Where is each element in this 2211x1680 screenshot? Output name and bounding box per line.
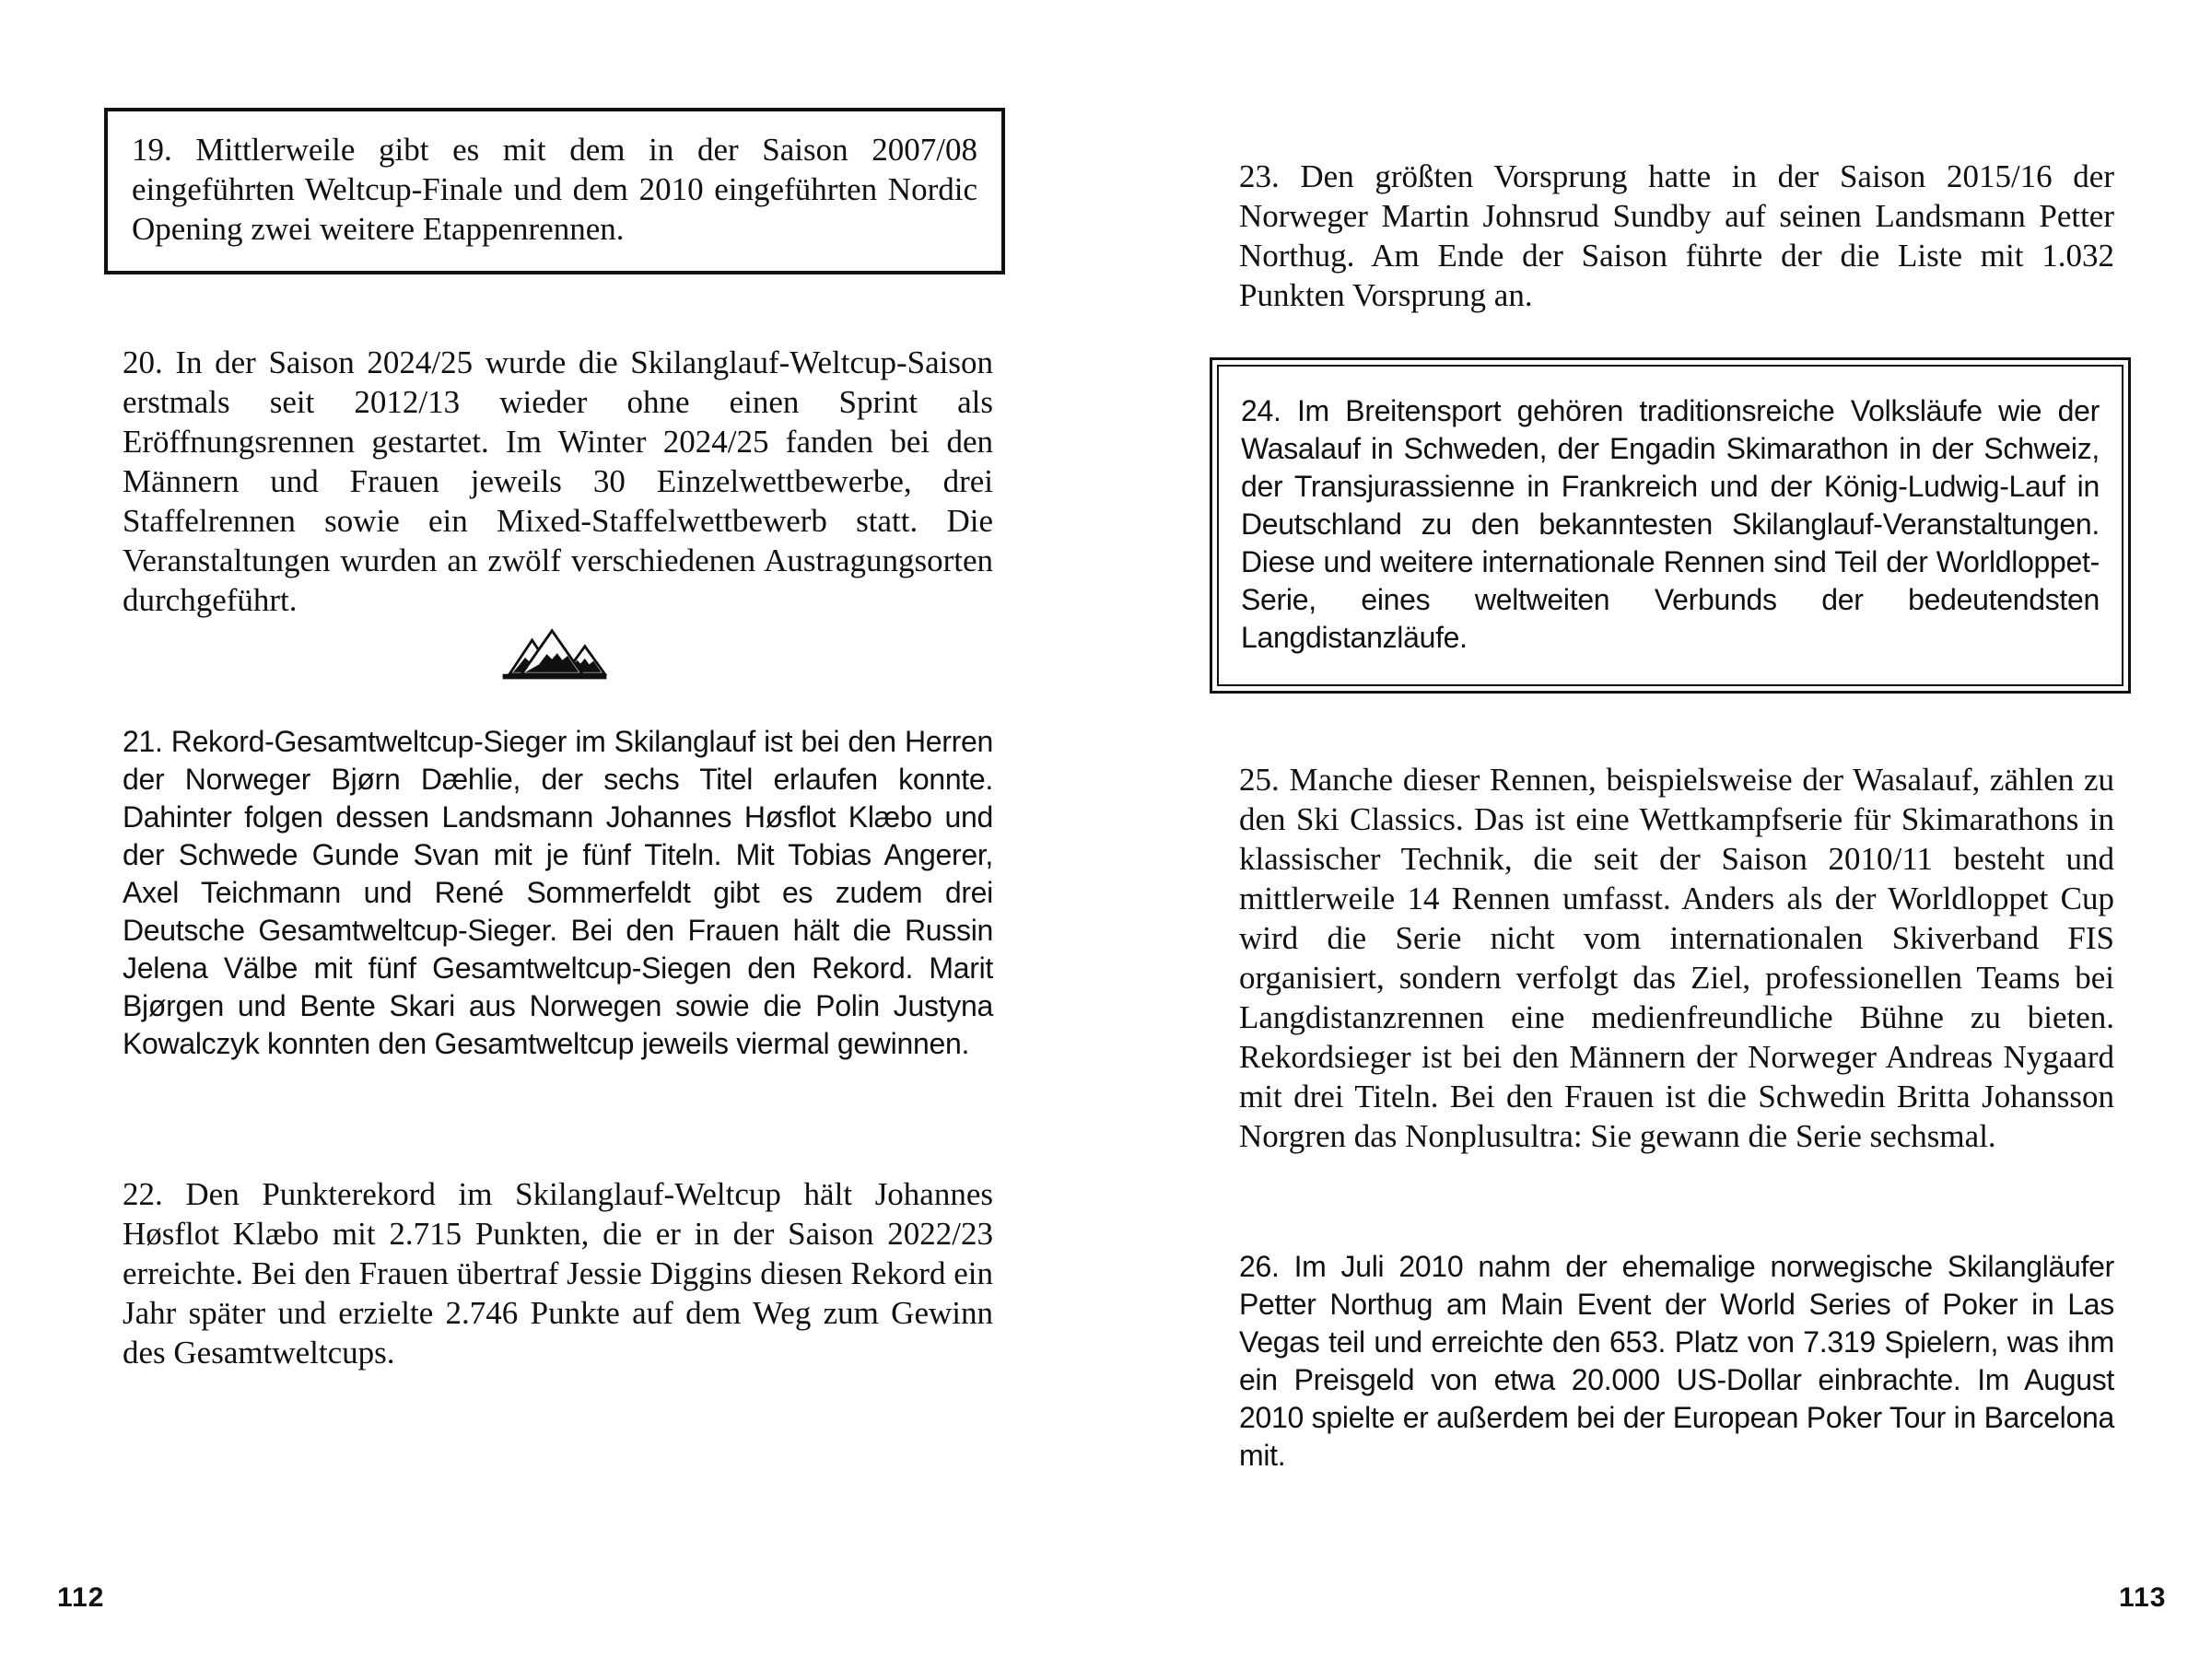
fact-22-text: 22. Den Punkterekord im Skilanglauf-Weltcup hält Johannes Høsflot Klæbo mit 2.715 Punkten, die er in der Saison 2022/23 erreichte. Bei den Frauen übertraf Jessie Diggins diesen Rekord ein Jahr später und erzielte 2.746 Punkte auf dem Weg zum Gewinn des Gesamtweltcups.: [123, 1176, 993, 1371]
fact-24-box-inner: [1217, 365, 2123, 686]
page-number-113: 113: [2119, 1582, 2167, 1613]
mountains-icon: [497, 626, 612, 685]
fact-21-text: 21. Rekord-Gesamtweltcup-Sieger im Skilanglauf ist bei den Herren der Norweger Bjørn Dæhlie, der sechs Titel erlaufen konnte. Dahinter folgen dessen Landsmann Johannes Høsflot Klæbo und der Schwede Gunde Svan mit je fünf Titeln. Mit Tobias Angerer, Axel Teichmann und René Sommerfeldt gibt es zudem drei Deutsche Gesamtweltcup-Sieger. Bei den Frauen hält die Russin Jelena Välbe mit fünf Gesamtweltcup-Siegen den Rekord. Marit Bjørgen und Bente Skari aus Norwegen sowie die Polin Justyna Kowalczyk konnten den Gesamtweltcup jeweils viermal gewinnen.: [123, 725, 993, 1060]
fact-23-text: 23. Den größten Vorsprung hatte in der Saison 2015/16 der Norweger Martin Johnsrud Sundby auf seinen Landsmann Petter Northug. Am Ende der Saison führte der die Liste mit 1.032 Punkten Vorsprung an.: [1239, 158, 2114, 313]
fact-26-text: 26. Im Juli 2010 nahm der ehemalige norwegische Skilangläufer Petter Northug am Main Event der World Series of Poker in Las Vegas teil und erreichte den 653. Platz von 7.319 Spielern, was ihm ein Preisgeld von etwa 20.000 US-Dollar einbrachte. Im August 2010 spielte er außerdem bei der European Poker Tour in Barcelona mit.: [1239, 1250, 2114, 1472]
fact-24-box: [1210, 357, 2131, 694]
fact-20-text: 20. In der Saison 2024/25 wurde die Skilanglauf-Weltcup-Saison erstmals seit 2012/13 wieder ohne einen Sprint als Eröffnungsrennen gestartet. Im Winter 2024/25 fanden bei den Männern und Frauen jeweils 30 Einzelwettbewerbe, drei Staffelrennen sowie ein Mixed-Staffelwettbewerb statt. Die Veranstaltungen wurden an zwölf verschiedenen Austragungsorten durchgeführt.: [123, 344, 993, 618]
fact-19-text: 19. Mittlerweile gibt es mit dem in der Saison 2007/08 eingeführten Weltcup-Finale und dem 2010 eingeführten Nordic Opening zwei weitere Etappenrennen.: [132, 132, 977, 247]
fact-24-text: 24. Im Breitensport gehören traditionsreiche Volksläufe wie der Wasalauf in Schweden, der Engadin Skimarathon in der Schweiz, der Transjurassienne in Frankreich und der König-Ludwig-Lauf in Deutschland zu den bekanntesten Skilanglauf-Veranstaltungen. Diese und weitere internationale Rennen sind Teil der Worldloppet-Serie, eines weltweiten Verbunds der bedeutendsten Langdistanzläufe.: [1241, 394, 2100, 654]
fact-19-box: [104, 108, 1005, 274]
fact-25-text: 25. Manche dieser Rennen, beispielsweise der Wasalauf, zählen zu den Ski Classics. Das ist eine Wettkampfserie für Skimarathons in klassischer Technik, die seit der Saison 2010/11 besteht und mittlerweile 14 Rennen umfasst. Anders als der Worldloppet Cup wird die Serie nicht vom internationalen Skiverband FIS organisiert, sondern verfolgt das Ziel, professionellen Teams bei Langdistanzrennen eine medienfreundliche Bühne zu bieten. Rekordsieger ist bei den Männern der Norweger Andreas Nygaard mit drei Titeln. Bei den Frauen ist die Schwedin Britta Johansson Norgren das Nonplusultra: Sie gewann die Serie sechsmal.: [1239, 762, 2114, 1154]
page-number-112: 112: [57, 1582, 105, 1613]
